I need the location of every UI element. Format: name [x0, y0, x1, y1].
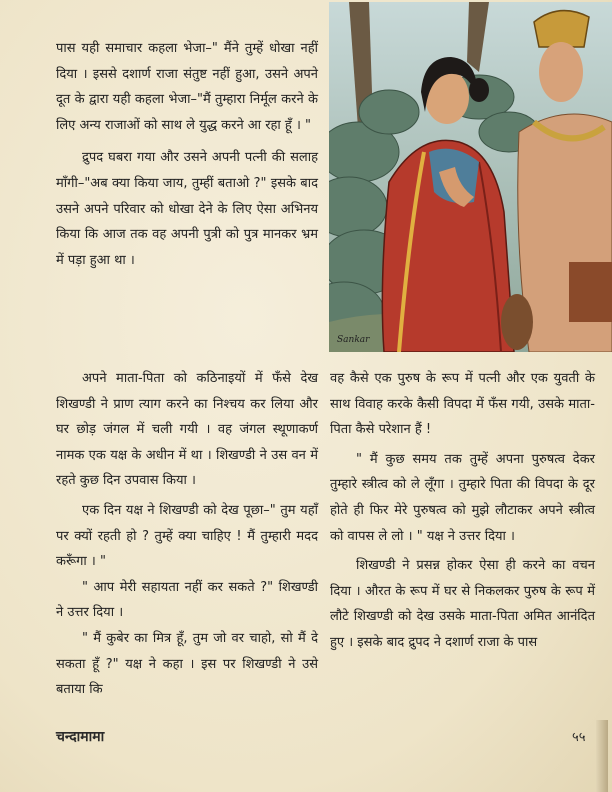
text-column-1 — [56, 36, 318, 273]
paragraph: द्रुपद घबरा गया और उसने अपनी पत्नी की सलाह माँगी–"अब क्या किया जाय, तुम्हीं बताओ ?" इसके बाद उसने अपने परिवार को धोखा देने के लिए ऐसा अभिनय किया कि आज तक वह अपनी पुत्री को पुत्र मानकर भ्रम में पड़ा हुआ था । — [56, 150, 318, 268]
text-column-2 — [56, 366, 318, 703]
artist-signature: Sankar — [337, 335, 370, 345]
paragraph: पास यही समाचार कहला भेजा–" मैंने तुम्हें धोखा नहीं दिया । इससे दशार्ण राजा संतुष्ट नहीं हुआ, उसने अपने दूत के द्वारा यही कहला भेजा–"मैं तुम्हारा निर्मूल करने के लिए अन्य राजाओं को साथ ले युद्ध करने आ रहा हूँ । " — [56, 41, 318, 133]
illustration-drawing — [329, 2, 612, 352]
paragraph: वह कैसे एक पुरुष के रूप में पत्नी और एक युवती के साथ विवाह करके कैसी विपदा में फँस गयी, उसके माता-पिता कैसे परेशान हैं ! — [330, 371, 595, 438]
magazine-name: चन्दामामा — [56, 729, 105, 745]
paragraph: " मैं कुछ समय तक तुम्हें अपना पुरुषत्व देकर तुम्हारे स्त्रीत्व को ले लूँगा । तुम्हारे पिता की विपदा के दूर होते ही फिर मेरे पुरुषत्व को मुझे लौटाकर अपने स्त्रीत्व को वापस ले लो । " यक्ष ने उत्तर दिया । — [330, 451, 595, 544]
paragraph: एक दिन यक्ष ने शिखण्डी को देख पूछा–" तुम यहाँ पर क्यों रहती हो ? तुम्हें क्या चाहिए ! मैं तुम्हारी मदद करूँगा । " — [56, 502, 318, 570]
paragraph: " आप मेरी सहायता नहीं कर सकते ?" शिखण्डी ने उत्तर दिया । — [56, 579, 318, 621]
paragraph: शिखण्डी ने प्रसन्न होकर ऐसा ही करने का वचन दिया । औरत के रूप में घर से निकलकर पुरुष के रूप में लौटे शिखण्डी को देख उसके माता-पिता अमित आनंदित हुए । इसके बाद द्रुपद ने दशार्ण राजा के पास — [330, 558, 595, 650]
text-column-3 — [330, 366, 595, 656]
page-number: ५५ — [572, 730, 586, 745]
page-fold-edge — [596, 720, 608, 792]
paragraph: अपने माता-पिता को कठिनाइयों में फँसे देख शिखण्डी ने प्राण त्याग करने का निश्चय कर लिया और घर छोड़ जंगल में चली गयी । वह जंगल स्थूणाकर्ण नामक एक यक्ष के अधीन में था । शिखण्डी ने उस वन में रहते कुछ दिन उपवास किया । — [56, 371, 318, 489]
story-illustration — [329, 2, 612, 352]
paragraph: " मैं कुबेर का मित्र हूँ, तुम जो वर चाहो, सो मैं दे सकता हूँ ?" यक्ष ने कहा । इस पर शिखण्डी ने उसे बताया कि — [56, 630, 318, 698]
